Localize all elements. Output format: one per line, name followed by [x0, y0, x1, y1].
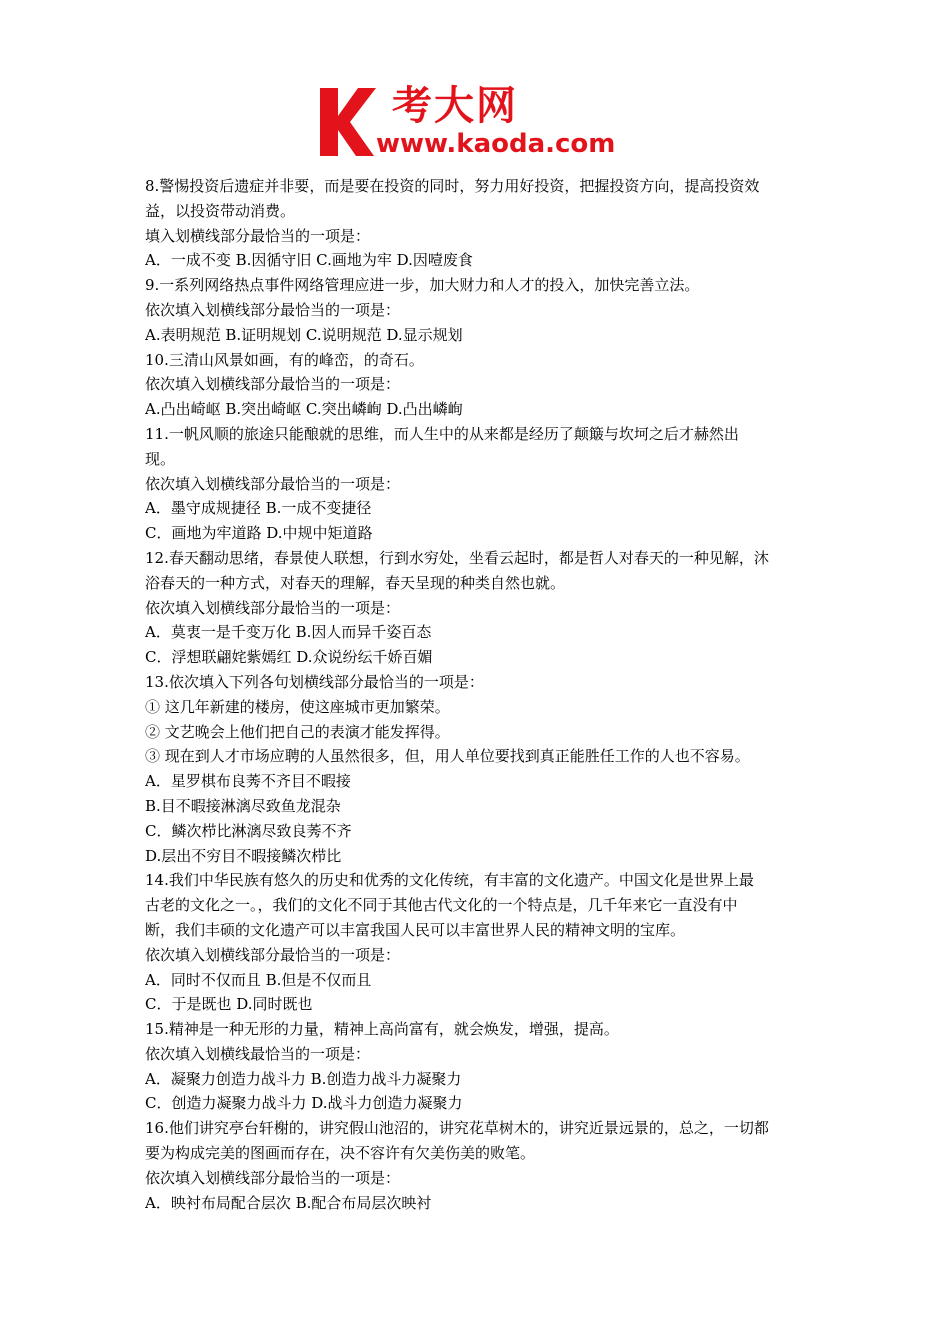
- k-logo-icon: [316, 86, 378, 158]
- text-line: ① 这几年新建的楼房，使这座城市更加繁荣。: [145, 697, 450, 716]
- text-line: 11.一帆风顺的旅途只能酿就的思维，而人生中的从来都是经历了颠簸与坎坷之后才赫然出: [145, 424, 739, 443]
- text-line: 15.精神是一种无形的力量，精神上高尚富有，就会焕发，增强，提高。: [145, 1020, 619, 1039]
- text-line: A.凸出崎岖 B.突出崎岖 C.突出嶙峋 D.凸出嶙峋: [145, 400, 463, 419]
- text-line: B.目不暇接淋漓尽致鱼龙混杂: [145, 796, 341, 815]
- document-body: [145, 174, 813, 1215]
- text-line: 16.他们讲究亭台轩榭的，讲究假山池沼的，讲究花草树木的，讲究近景远景的，总之，一切都: [145, 1119, 769, 1138]
- text-line: 13.依次填入下列各句划横线部分最恰当的一项是：: [145, 672, 484, 691]
- text-line: 现。: [145, 449, 176, 468]
- text-line: 依次填入划横线部分最恰当的一项是：: [145, 945, 401, 964]
- text-line: 古老的文化之一。，我们的文化不同于其他古代文化的一个特点是，几千年来它一直没有中: [145, 896, 738, 915]
- text-line: 10.三清山风景如画，有的峰峦，的奇石。: [145, 350, 424, 369]
- text-line: 依次填入划横线部分最恰当的一项是：: [145, 598, 401, 617]
- text-line: 9.一系列网络热点事件网络管理应进一步，加大财力和人才的投入，加快完善立法。: [145, 276, 700, 295]
- text-line: 依次填入划横线最恰当的一项是：: [145, 1044, 371, 1063]
- text-line: C．鳞次栉比淋漓尽致良莠不齐: [145, 821, 352, 840]
- text-line: A．一成不变 B.因循守旧 C.画地为牢 D.因噎废食: [145, 251, 473, 270]
- text-line: 8.警惕投资后遗症并非要，而是要在投资的同时，努力用好投资，把握投资方向，提高投资效: [145, 177, 760, 195]
- text-line: C．画地为牢道路 D.中规中矩道路: [145, 524, 373, 543]
- text-line: A.表明规范 B.证明规划 C.说明规范 D.显示规划: [145, 325, 463, 344]
- text-line: 12.春天翻动思绪，春景使人联想，行到水穷处，坐看云起时，都是哲人对春天的一种见解，沐: [145, 548, 769, 567]
- text-line: A．映衬布局配合层次 B.配合布局层次映衬: [145, 1193, 432, 1212]
- text-line: C．浮想联翩姹紫嫣红 D.众说纷纭千娇百媚: [145, 648, 433, 667]
- logo-title: 考大网: [392, 83, 518, 129]
- text-line: A．星罗棋布良莠不齐目不暇接: [145, 772, 351, 791]
- text-line: 浴春天的一种方式，对春天的理解，春天呈现的种类自然也就。: [145, 573, 566, 592]
- site-logo[interactable]: [316, 82, 638, 162]
- text-line: 依次填入划横线部分最恰当的一项是：: [145, 375, 401, 394]
- text-line: 依次填入划横线部分最恰当的一项是：: [145, 474, 401, 493]
- text-line: C．创造力凝聚力战斗力 D.战斗力创造力凝聚力: [145, 1094, 463, 1113]
- text-line: ③ 现在到人才市场应聘的人虽然很多，但，用人单位要找到真正能胜任工作的人也不容易。: [145, 747, 750, 766]
- logo-url: www.kaoda.com: [376, 129, 616, 159]
- text-line: 要为构成完美的图画而存在，决不容许有欠美伤美的败笔。: [145, 1144, 536, 1163]
- text-line: 填入划横线部分最恰当的一项是：: [145, 226, 371, 245]
- text-line: D.层出不穷目不暇接鳞次栉比: [145, 846, 342, 865]
- text-line: ② 文艺晚会上他们把自己的表演才能发挥得。: [145, 722, 450, 741]
- text-line: 依次填入划横线部分最恰当的一项是：: [145, 300, 401, 319]
- text-line: A．同时不仅而且 B.但是不仅而且: [145, 970, 372, 989]
- text-line: 14.我们中华民族有悠久的历史和优秀的文化传统，有丰富的文化遗产。中国文化是世界上最: [145, 871, 754, 890]
- text-line: A．凝聚力创造力战斗力 B.创造力战斗力凝聚力: [145, 1069, 462, 1088]
- text-line: A．莫衷一是千变万化 B.因人而异千姿百态: [145, 623, 432, 642]
- text-line: C．于是既也 D.同时既也: [145, 995, 313, 1014]
- text-line: 依次填入划横线部分最恰当的一项是：: [145, 1168, 401, 1187]
- text-line: 益，以投资带动消费。: [145, 201, 296, 220]
- text-line: A．墨守成规捷径 B.一成不变捷径: [145, 499, 372, 518]
- text-line: 断，我们丰硕的文化遗产可以丰富我国人民可以丰富世界人民的精神文明的宝库。: [145, 920, 686, 939]
